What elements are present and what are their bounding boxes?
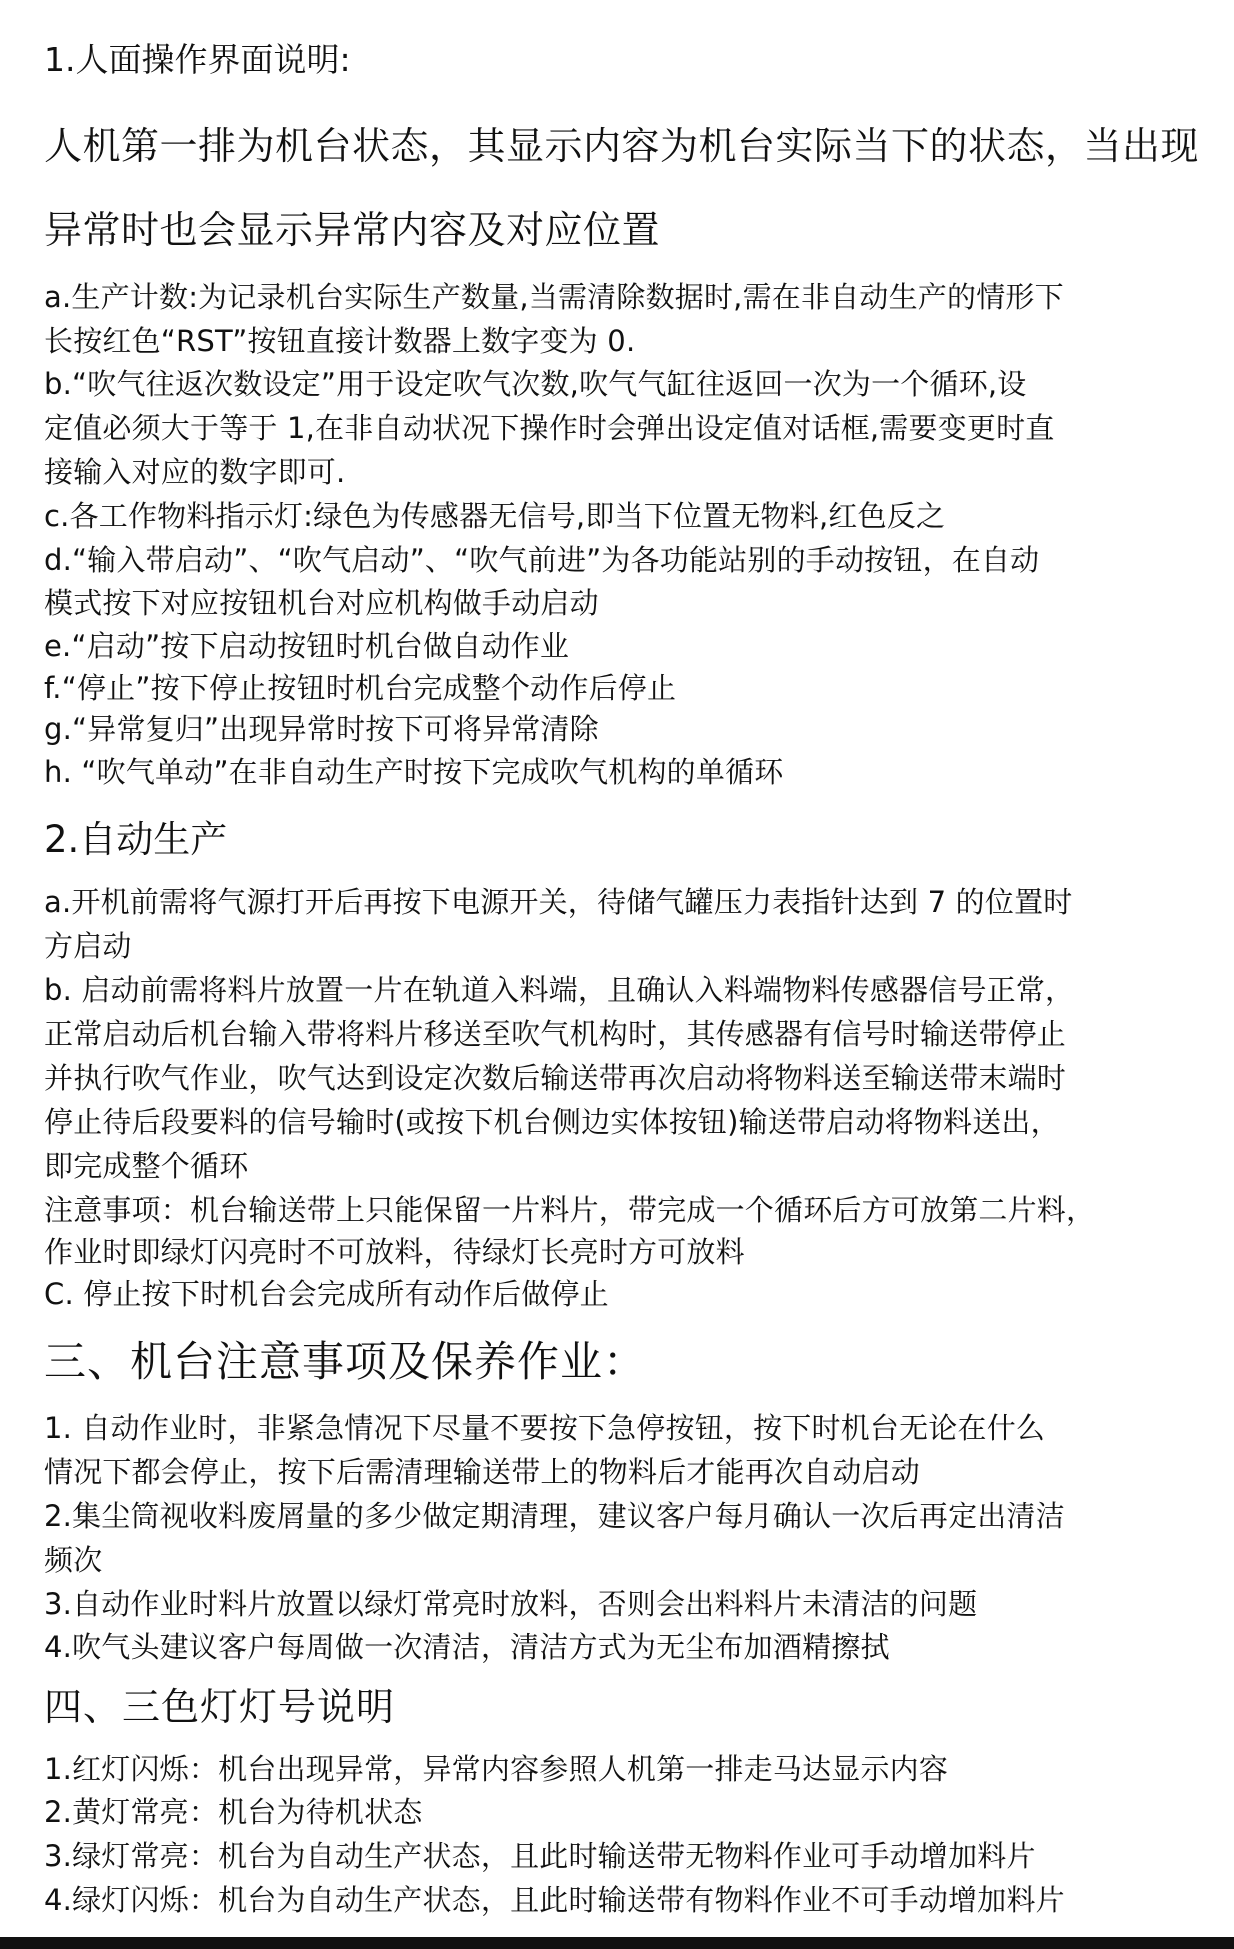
section1-item-line: g.“异常复归”出现异常时按下可将异常清除 <box>44 712 599 746</box>
section1-item-line: 长按红色“RST”按钮直接计数器上数字变为 0. <box>44 324 636 358</box>
section2-item-line: 正常启动后机台输入带将料片移送至吹气机构时，其传感器有信号时输送带停止 <box>44 1017 1067 1051</box>
section3-item-line: 1. 自动作业时，非紧急情况下尽量不要按下急停按钮，按下时机台无论在什么 <box>44 1411 1046 1445</box>
section3-item-line: 4.吹气头建议客户每周做一次清洁，清洁方式为无尘布加酒精擦拭 <box>44 1630 890 1664</box>
section1-item-line: b.“吹气往返次数设定”用于设定吹气次数,吹气气缸往返回一次为一个循环,设 <box>44 367 1027 401</box>
section3-title: 三、机台注意事项及保养作业： <box>44 1337 647 1386</box>
section4-title: 四、三色灯灯号说明 <box>44 1685 396 1729</box>
section3-item-line: 情况下都会停止，按下后需清理输送带上的物料后才能再次自动启动 <box>44 1455 921 1489</box>
section2-item-line: a.开机前需将气源打开后再按下电源开关，待储气罐压力表指针达到 7 的位置时 <box>44 885 1073 919</box>
section1-title: 1.人面操作界面说明: <box>44 40 351 79</box>
section3-item-line: 3.自动作业时料片放置以绿灯常亮时放料，否则会出料料片未清洁的问题 <box>44 1587 978 1621</box>
section1-item-line: 定值必须大于等于 1,在非自动状况下操作时会弹出设定值对话框,需要变更时直 <box>44 411 1055 445</box>
section2-item-line: 并执行吹气作业，吹气达到设定次数后输送带再次启动将物料送至输送带末端时 <box>44 1061 1067 1095</box>
section2-item-line: 方启动 <box>44 929 132 963</box>
section2-item-line: b. 启动前需将料片放置一片在轨道入料端，且确认入料端物料传感器信号正常， <box>44 973 1075 1007</box>
section1-item-line: 接输入对应的数字即可. <box>44 455 346 489</box>
section1-item-line: c.各工作物料指示灯:绿色为传感器无信号,即当下位置无物料,红色反之 <box>44 499 946 533</box>
section1-item-line: d.“输入带启动”、“吹气启动”、“吹气前进”为各功能站别的手动按钮，在自动 <box>44 543 1040 577</box>
section2-title: 2.自动生产 <box>44 818 228 861</box>
section4-item-line: 2.黄灯常亮：机台为待机状态 <box>44 1795 423 1829</box>
bottom-border <box>0 1937 1234 1949</box>
section3-item-line: 2.集尘筒视收料废屑量的多少做定期清理，建议客户每月确认一次后再定出清洁 <box>44 1499 1065 1533</box>
section2-item-line: 注意事项：机台输送带上只能保留一片料片，带完成一个循环后方可放第二片料， <box>44 1193 1096 1227</box>
section1-intro-line-2: 异常时也会显示异常内容及对应位置 <box>44 208 661 252</box>
section1-item-line: f.“停止”按下停止按钮时机台完成整个动作后停止 <box>44 671 677 705</box>
section2-item-line: 即完成整个循环 <box>44 1149 249 1183</box>
section4-item-line: 1.红灯闪烁：机台出现异常，异常内容参照人机第一排走马达显示内容 <box>44 1752 949 1786</box>
section4-item-line: 3.绿灯常亮：机台为自动生产状态，且此时输送带无物料作业可手动增加料片 <box>44 1839 1036 1873</box>
section2-item-line: 作业时即绿灯闪亮时不可放料，待绿灯长亮时方可放料 <box>44 1235 745 1269</box>
section2-item-line: 停止待后段要料的信号输时(或按下机台侧边实体按钮)输送带启动将物料送出， <box>44 1105 1060 1139</box>
section1-item-line: a.生产计数:为记录机台实际生产数量,当需清除数据时,需在非自动生产的情形下 <box>44 280 1064 314</box>
section4-item-line: 4.绿灯闪烁：机台为自动生产状态，且此时输送带有物料作业不可手动增加料片 <box>44 1883 1065 1917</box>
section1-item-line: e.“启动”按下启动按钮时机台做自动作业 <box>44 629 570 663</box>
section3-item-line: 频次 <box>44 1543 103 1577</box>
section1-intro-line-1: 人机第一排为机台状态，其显示内容为机台实际当下的状态，当出现 <box>44 124 1200 168</box>
section1-item-line: h. “吹气单动”在非自动生产时按下完成吹气机构的单循环 <box>44 755 784 789</box>
section1-item-line: 模式按下对应按钮机台对应机构做手动启动 <box>44 586 599 620</box>
section2-item-line: C. 停止按下时机台会完成所有动作后做停止 <box>44 1277 609 1311</box>
